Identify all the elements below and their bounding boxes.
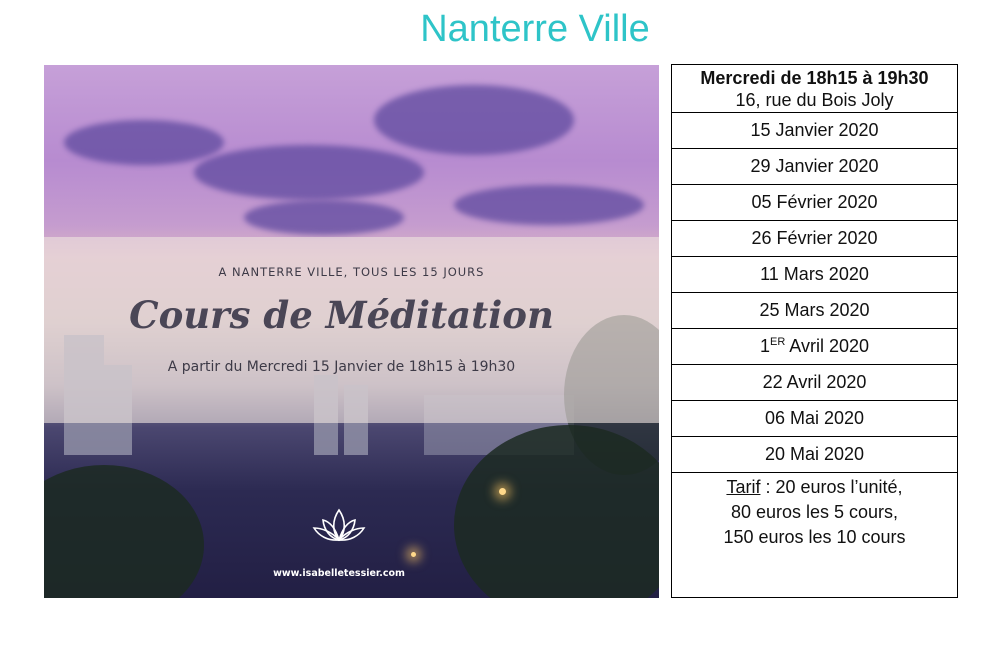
- date-row: [672, 401, 957, 437]
- cloud-shape: [374, 85, 574, 155]
- cloud-shape: [454, 185, 644, 225]
- cloud-shape: [194, 145, 424, 200]
- tarif-cell: [672, 473, 957, 597]
- date-text: 11 Mars 2020: [760, 264, 869, 284]
- date-row: [672, 365, 957, 401]
- date-row: [672, 257, 957, 293]
- date-text: 06 Mai 2020: [764, 408, 865, 428]
- schedule-table: [671, 64, 958, 598]
- date-superscript: ER: [770, 336, 786, 348]
- date-text: 25 Mars 2020: [759, 300, 870, 320]
- lotus-icon: [312, 506, 366, 546]
- tarif-line1: : 20 euros l’unité,: [760, 477, 903, 497]
- poster-website: www.isabelletessier.com: [273, 568, 405, 579]
- date-row: [672, 293, 957, 329]
- date-row: [672, 329, 957, 365]
- date-row: [672, 149, 957, 185]
- schedule-header: [672, 65, 957, 113]
- date-text: 22 Avril 2020: [762, 372, 867, 392]
- date-row: [672, 113, 957, 149]
- date-row: [672, 185, 957, 221]
- schedule-address: 16, rue du Bois Joly: [735, 90, 894, 110]
- poster-subline: A partir du Mercredi 15 Janvier de 18h15 à 19h30: [167, 359, 516, 375]
- tarif-line3: 150 euros les 10 cours: [723, 527, 906, 547]
- date-text-rest: Avril 2020: [785, 336, 870, 356]
- schedule-time: Mercredi de 18h15 à 19h30: [700, 68, 929, 88]
- date-text: 20 Mai 2020: [764, 444, 865, 464]
- meditation-poster: [44, 65, 659, 598]
- date-text: 1: [759, 336, 770, 356]
- cloud-shape: [244, 200, 404, 235]
- tarif-line2: 80 euros les 5 cours,: [730, 502, 899, 522]
- page-title: Nanterre Ville: [420, 8, 650, 50]
- date-row: [672, 221, 957, 257]
- poster-heading: Cours de Méditation: [129, 293, 554, 337]
- date-text: 26 Février 2020: [751, 228, 878, 248]
- tarif-line: [672, 475, 957, 500]
- date-text: 05 Février 2020: [751, 192, 878, 212]
- street-lamp: [411, 552, 416, 557]
- cloud-shape: [64, 120, 224, 165]
- date-text: 29 Janvier 2020: [750, 156, 879, 176]
- date-row: [672, 437, 957, 473]
- tarif-label: Tarif: [726, 477, 761, 497]
- date-text: 15 Janvier 2020: [750, 120, 879, 140]
- street-lamp: [499, 488, 506, 495]
- poster-tagline: A NANTERRE VILLE, TOUS LES 15 JOURS: [218, 265, 485, 279]
